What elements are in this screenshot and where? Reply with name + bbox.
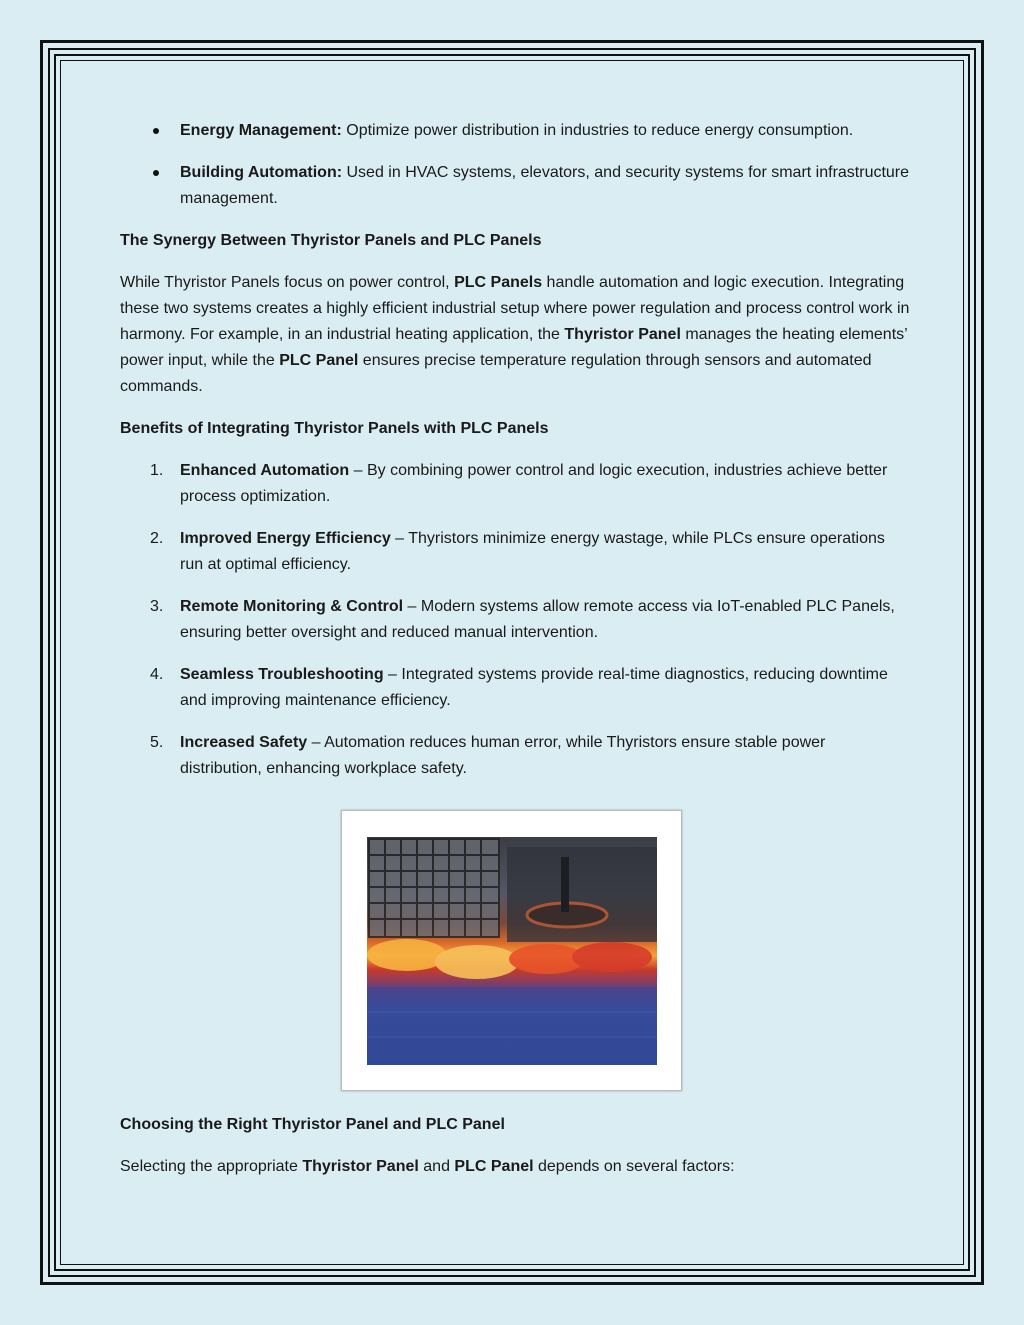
bullet-item	[120, 160, 910, 212]
item-text: – Automation reduces human error, while Thyristors ensure stable power distribution, enhancing workplace safety.	[180, 734, 826, 777]
paragraph	[120, 1154, 910, 1180]
paragraph	[120, 270, 910, 400]
item-bold: Remote Monitoring & Control	[180, 598, 404, 615]
list-number: 5.	[150, 734, 164, 751]
item-text: – Integrated systems provide real-time diagnostics, reducing downtime and improving maintenance efficiency.	[180, 666, 888, 709]
section-heading: The Synergy Between Thyristor Panels and PLC Panels	[120, 232, 542, 249]
benefits-list	[120, 458, 910, 782]
image-frame	[341, 810, 682, 1091]
bullet-dot-icon	[153, 128, 159, 134]
item-bold: Increased Safety	[180, 734, 308, 751]
list-item	[120, 526, 910, 578]
document-body	[120, 118, 910, 798]
text-run: ensures precise temperature regulation through sensors and automated commands.	[120, 352, 872, 395]
industrial-heating-image	[367, 837, 657, 1065]
section-heading: Benefits of Integrating Thyristor Panels with PLC Panels	[120, 420, 549, 437]
bullet-text: Used in HVAC systems, elevators, and security systems for smart infrastructure management.	[180, 164, 910, 207]
bullet-dot-icon	[153, 170, 159, 176]
list-number: 2.	[150, 530, 164, 547]
bullet-item	[120, 118, 910, 144]
item-text: – Thyristors minimize energy wastage, while PLCs ensure operations run at optimal efficiency.	[180, 530, 885, 573]
bullet-bold: Building Automation:	[180, 164, 343, 181]
text-run: depends on several factors:	[533, 1158, 735, 1175]
bold-run: PLC Panels	[454, 274, 543, 291]
bold-run: Thyristor Panel	[564, 326, 681, 343]
list-number: 3.	[150, 598, 164, 615]
application-bullet-list	[120, 118, 910, 212]
bold-run: Thyristor Panel	[302, 1158, 419, 1175]
section-heading: Choosing the Right Thyristor Panel and PLC Panel	[120, 1116, 505, 1133]
list-item	[120, 594, 910, 646]
item-bold: Improved Energy Efficiency	[180, 530, 391, 547]
bold-run: PLC Panel	[454, 1158, 534, 1175]
text-run: Selecting the appropriate	[120, 1158, 303, 1175]
text-run: manages the heating elements’ power input, while the	[120, 326, 908, 369]
document-body-continued	[120, 1112, 910, 1196]
bold-run: PLC Panel	[279, 352, 359, 369]
bullet-text: Optimize power distribution in industries to reduce energy consumption.	[341, 122, 854, 139]
list-number: 1.	[150, 462, 164, 479]
text-run: handle automation and logic execution. Integrating these two systems creates a highly efficient industrial setup where power regulation and process control work in harmony. For example, in an industrial heating application, the	[120, 274, 910, 343]
item-text: – By combining power control and logic execution, industries achieve better process optimization.	[180, 462, 888, 505]
text-run: and	[418, 1158, 455, 1175]
list-item	[120, 662, 910, 714]
bullet-bold: Energy Management:	[180, 122, 342, 139]
item-bold: Enhanced Automation	[180, 462, 350, 479]
industrial-scene-illustration	[367, 837, 657, 1065]
list-item	[120, 730, 910, 782]
item-bold: Seamless Troubleshooting	[180, 666, 384, 683]
text-run: While Thyristor Panels focus on power control,	[120, 274, 455, 291]
list-item	[120, 458, 910, 510]
list-number: 4.	[150, 666, 164, 683]
item-text: – Modern systems allow remote access via IoT-enabled PLC Panels, ensuring better oversight and reduced manual intervention.	[180, 598, 895, 641]
